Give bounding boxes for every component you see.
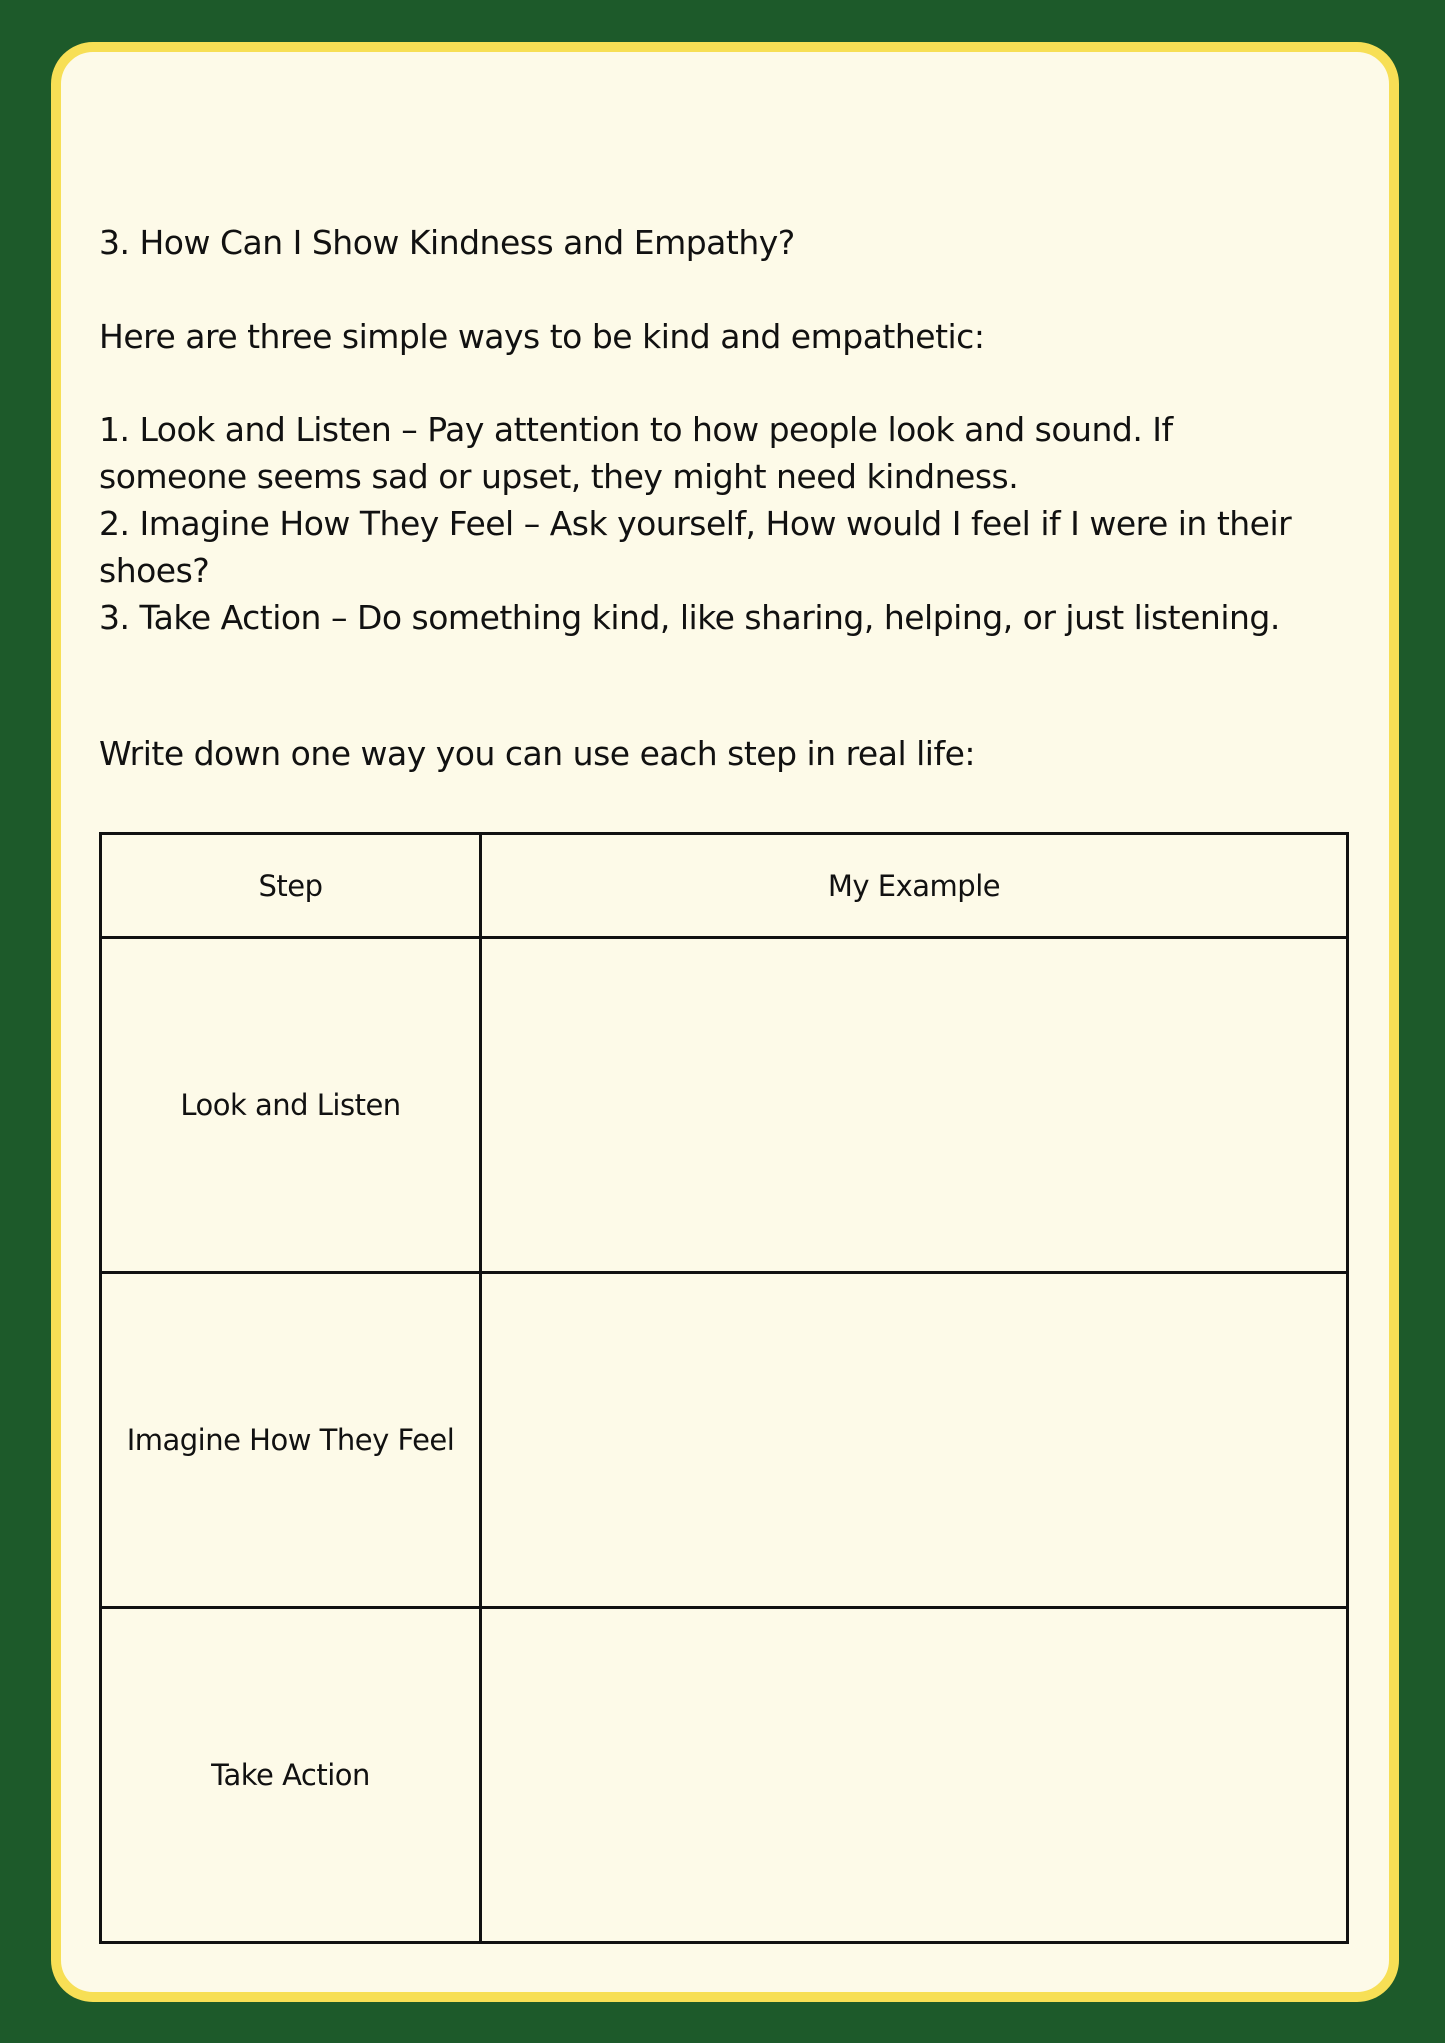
example-cell[interactable] — [481, 1608, 1348, 1943]
header-step: Step — [101, 834, 481, 938]
step-cell: Look and Listen — [101, 938, 481, 1273]
steps-list — [99, 406, 1309, 641]
intro-text: Here are three simple ways to be kind and empathetic: — [99, 317, 985, 357]
section-heading: 3. How Can I Show Kindness and Empathy? — [99, 223, 795, 262]
step-cell: Take Action — [101, 1608, 481, 1943]
table-row — [101, 1608, 1348, 1943]
instruction-text: Write down one way you can use each step in real life: — [99, 734, 975, 774]
step-cell: Imagine How They Feel — [101, 1273, 481, 1608]
header-my-example: My Example — [481, 834, 1348, 938]
step-item: 3. Take Action – Do something kind, like sharing, helping, or just listening. — [99, 598, 1280, 638]
example-cell[interactable] — [481, 938, 1348, 1273]
examples-table — [99, 832, 1349, 1944]
step-item: 1. Look and Listen – Pay attention to how people look and sound. If someone seems sad or upset, they might need kindness. — [99, 410, 1173, 497]
table-row — [101, 938, 1348, 1273]
step-item: 2. Imagine How They Feel – Ask yourself, How would I feel if I were in their shoes? — [99, 504, 1292, 591]
worksheet-content — [99, 220, 1349, 778]
table-header-row — [101, 834, 1348, 938]
example-cell[interactable] — [481, 1273, 1348, 1608]
table-row — [101, 1273, 1348, 1608]
